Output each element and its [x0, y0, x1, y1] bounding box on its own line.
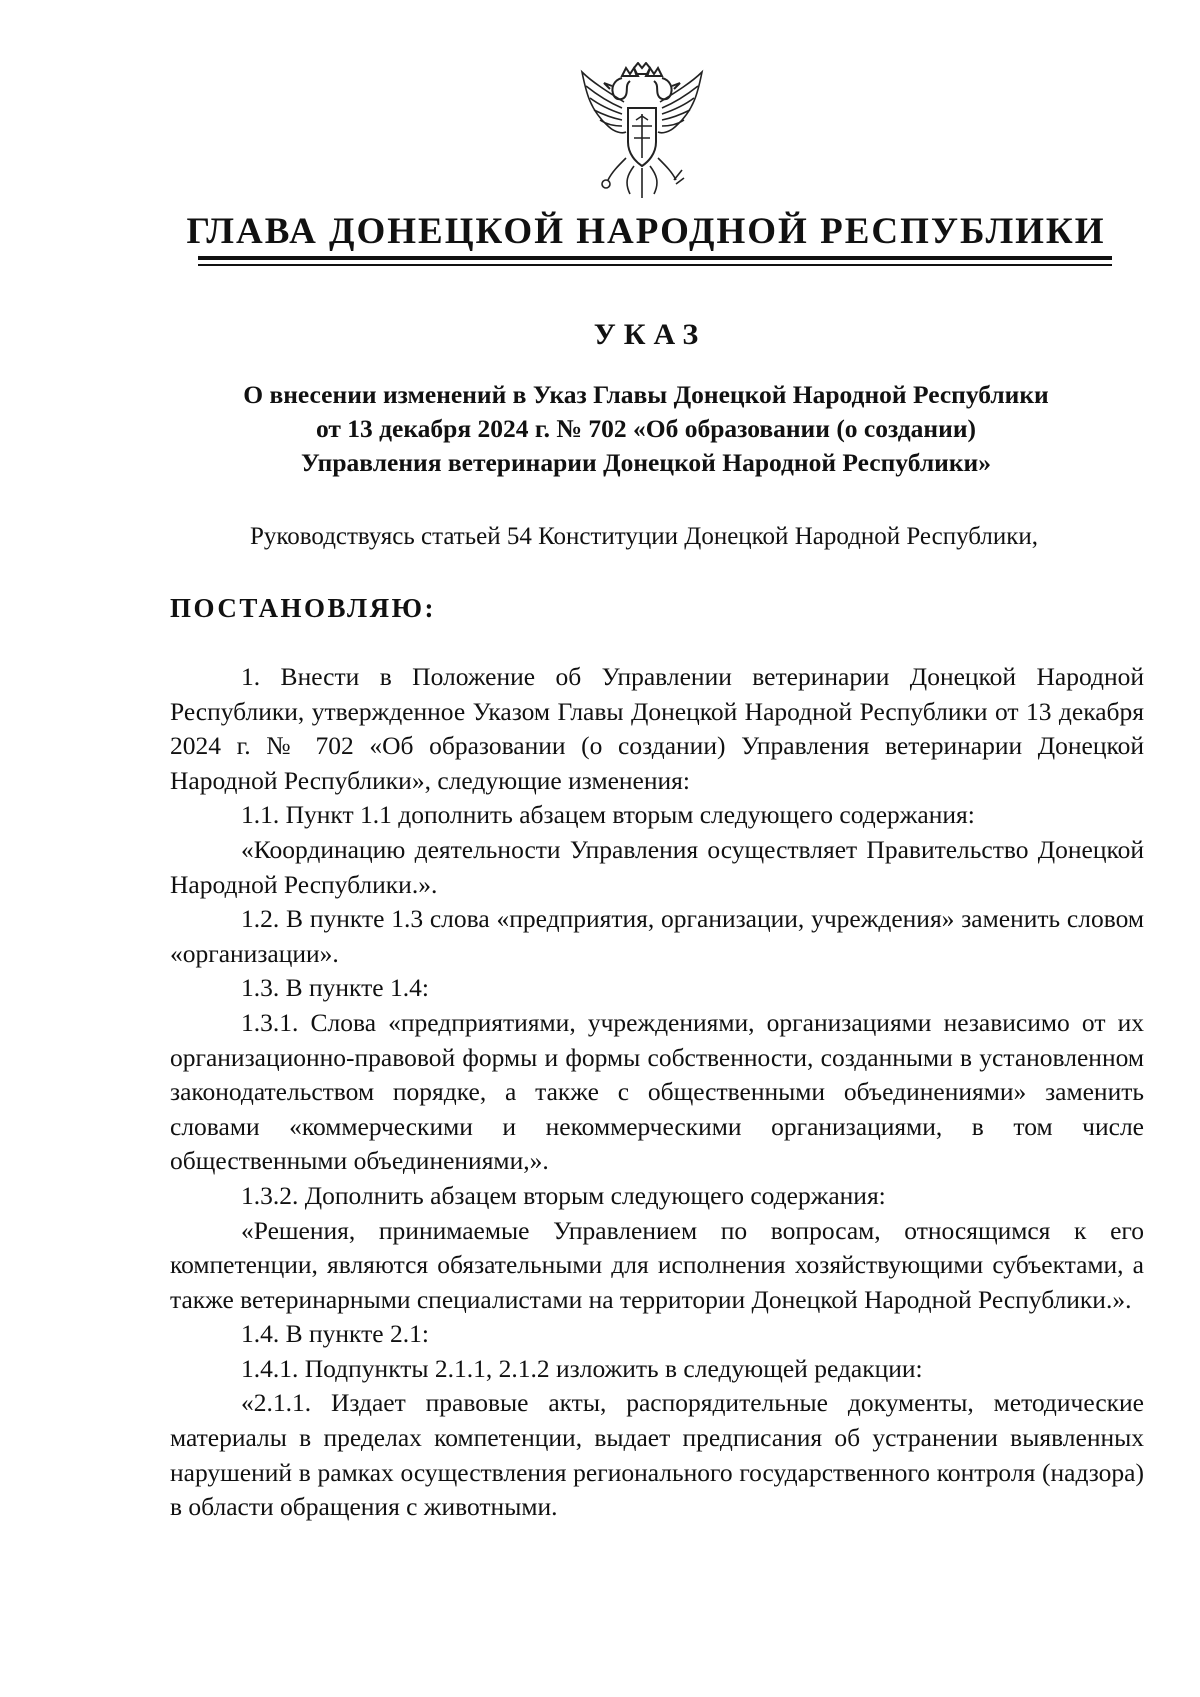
header-divider-thick: [198, 256, 1112, 260]
paragraph: 1.2. В пункте 1.3 слова «предприятия, организации, учреждения» заменить словом «организации».: [170, 904, 1144, 968]
paragraph: 1.3.1. Слова «предприятиями, учреждениями, организациями независимо от их организационно-правовой формы и формы собственности, созданными в установленном законодательством порядке, а также с общественными объединениями» заменить словами «коммерческими и некоммерческими организациями, в том числе общественными объединениями,».: [170, 1007, 1144, 1176]
paragraph: 1.3.2. Дополнить абзацем вторым следующего содержания:: [241, 1180, 886, 1210]
paragraph: «Решения, принимаемые Управлением по вопросам, относящимся к его компетенции, являются обязательными для исполнения хозяйствующими субъектами, а также ветеринарными специалистами на территории Донецкой Народной Республики.».: [170, 1215, 1144, 1314]
document-title: [186, 378, 1106, 480]
paragraph: «2.1.1. Издает правовые акты, распорядительные документы, методические материалы в пределах компетенции, выдает предписания об устранении выявленных нарушений в рамках осуществления регионального государственного контроля (надзора) в области обращения с животными.: [170, 1388, 1144, 1522]
issuing-authority: ГЛАВА ДОНЕЦКОЙ НАРОДНОЙ РЕСПУБЛИКИ: [186, 211, 1106, 252]
paragraph: 1.1. Пункт 1.1 дополнить абзацем вторым следующего содержания:: [241, 800, 975, 830]
document-type: УКАЗ: [593, 318, 707, 351]
document-body: [170, 660, 1144, 1525]
paragraph: 1.4.1. Подпункты 2.1.1, 2.1.2 изложить в следующей редакции:: [241, 1353, 923, 1383]
paragraph: «Координацию деятельности Управления осуществляет Правительство Донецкой Народной Республики.».: [170, 834, 1144, 899]
coat-of-arms-icon: [578, 62, 706, 204]
decree-word: ПОСТАНОВЛЯЮ:: [170, 593, 436, 623]
paragraph: 1.4. В пункте 2.1:: [241, 1319, 429, 1349]
header-divider-thin: [198, 264, 1112, 266]
title-line: Управления ветеринарии Донецкой Народной Республики»: [301, 448, 991, 477]
title-line: О внесении изменений в Указ Главы Донецкой Народной Республики: [243, 380, 1049, 409]
preamble: Руководствуясь статьей 54 Конституции Донецкой Народной Республики,: [250, 523, 1039, 550]
paragraph: 1. Внести в Положение об Управлении ветеринарии Донецкой Народной Республики, утвержденное Указом Главы Донецкой Народной Республики от 13 декабря 2024 г. № 702 «Об образовании (о создании) Управления ветеринарии Донецкой Народной Республики», следующие изменения:: [170, 662, 1144, 795]
paragraph: 1.3. В пункте 1.4:: [241, 973, 429, 1003]
title-line: от 13 декабря 2024 г. № 702 «Об образовании (о создании): [315, 414, 977, 443]
